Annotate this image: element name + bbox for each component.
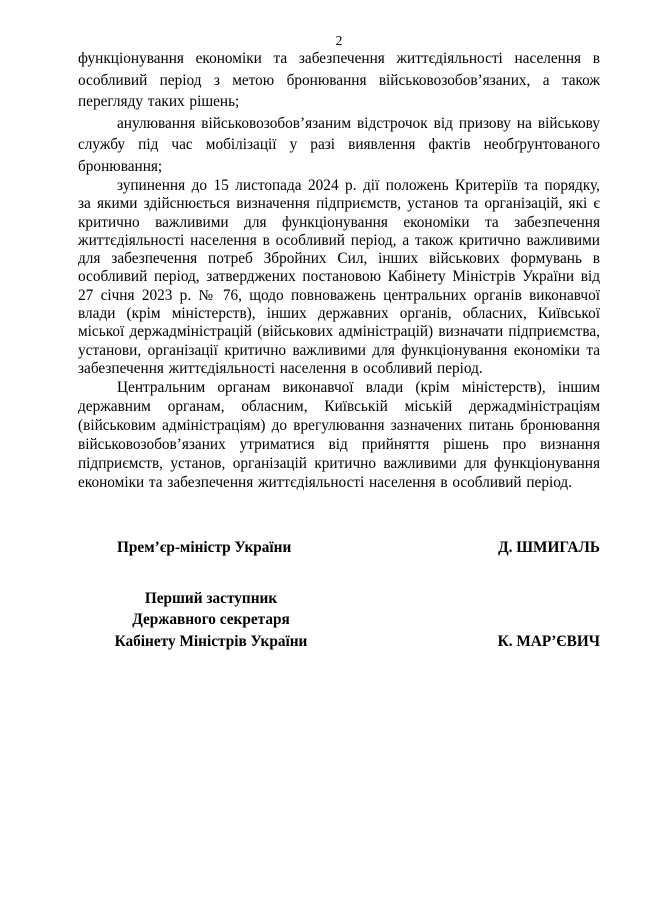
signature-title-prime-minister: Прем’єр-міністр України [117, 539, 292, 557]
paragraph-functioning-economy: функціонування економіки та забезпечення життєдіяльності населення в особливий період з метою бронювання військовозобов’язаних, а також перегляду таких рішень; [78, 50, 600, 110]
signature-block-prime-minister [78, 537, 600, 559]
paragraph-annulment-deferrals: анулювання військовозобов’язаним відстрочок від призову на військову службу під час мобілізації у разі виявлення фактів необґрунтованого бронювання; [78, 114, 600, 175]
paragraph-central-authorities-instruction: Центральним органам виконавчої влади (крім міністерств), іншим державним органам, обласним, Київській міській держадміністраціям (військовим адміністраціям) до врегулювання зазначених питань бронювання військовозобов’язаних утриматися від прийняття рішень про визнання підприємств, установ, організацій критично важливими для функціонування економіки та забезпечення життєдіяльності населення в особливий період. [78, 379, 600, 492]
signature-title-line-2: Державного секретаря [132, 611, 290, 629]
page-number: 2 [335, 33, 343, 48]
signature-name-marievych: К. МАР’ЄВИЧ [497, 632, 600, 650]
signature-title-line-1: Перший заступник [144, 589, 278, 607]
signature-title-first-deputy [86, 588, 336, 653]
signature-title-line-3: Кабінету Міністрів України [114, 632, 308, 650]
paragraph-suspension-criteria: зупинення до 15 листопада 2024 р. дії положень Критеріїв та порядку, за якими здійснюється визначення підприємств, установ та організацій, які є критично важливими для функціонування економіки та забезпечення життєдіяльності населення в особливий період, а також критично важливими для забезпечення потреб Збройних Сил, інших військових формувань в особливий період, затверджених постановою Кабінету Міністрів України від 27 січня 2023 р. № 76, щодо повноважень центральних органів виконавчої влади (крім міністерств), інших державних органів, обласних, Київської міської держадміністрацій (військових адміністрацій) визначати підприємства, установи, організації критично важливими для функціонування економіки та забезпечення життєдіяльності населення в особливий період. [78, 177, 600, 377]
signature-name-shmyhal: Д. ШМИГАЛЬ [498, 539, 600, 557]
signature-block-first-deputy [78, 588, 600, 653]
